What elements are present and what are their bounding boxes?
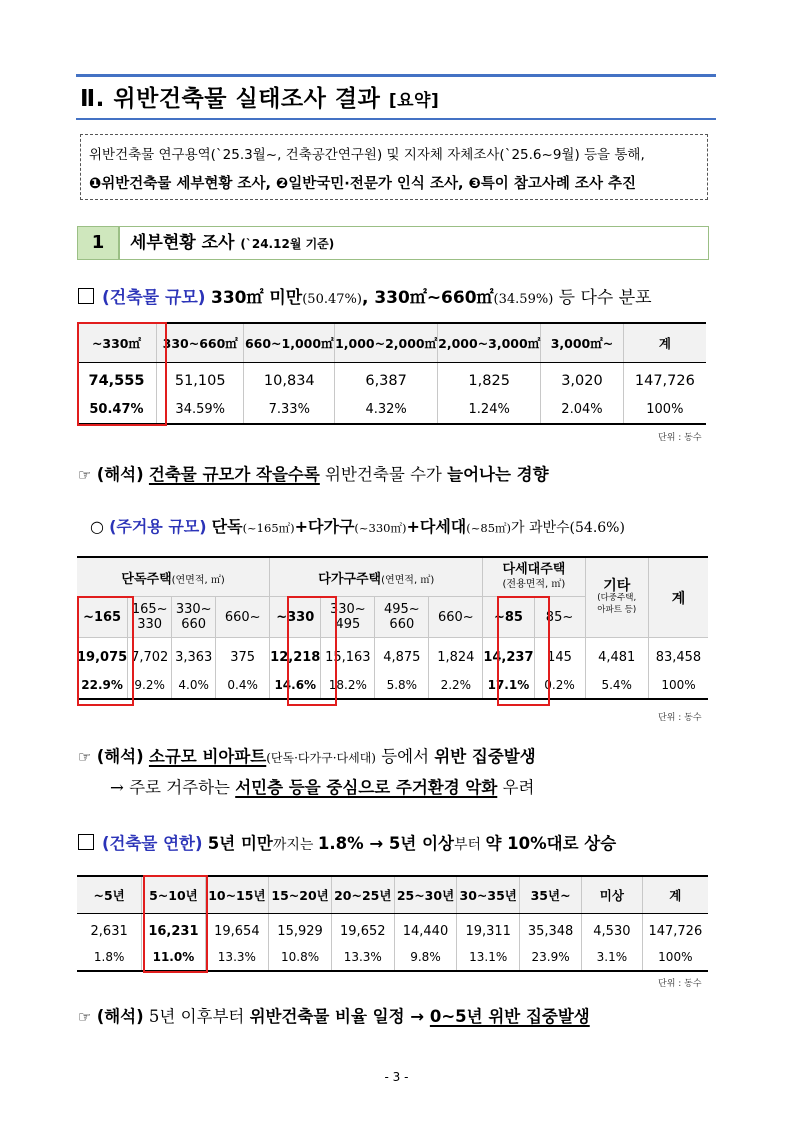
page-number: - 3 - (384, 1070, 409, 1084)
page-title-main: Ⅱ. 위반건축물 실태조사 결과 (80, 86, 381, 112)
para3-c: 1.8% → 5년 이상 (317, 834, 454, 853)
table-header-cell: ~330 (270, 597, 321, 638)
interp3-b: 위반건축물 비율 일정 → (249, 1007, 430, 1026)
table-header-cell: 660~ (429, 597, 483, 638)
table-cell: 7,702 (128, 638, 172, 673)
table-cell: 1.24% (438, 395, 541, 424)
table-header-cell: 165~ 330 (128, 597, 172, 638)
group-sub: (다중주택, 아파트 등) (597, 592, 637, 615)
table-cell: 74,555 (88, 373, 145, 389)
highlight-box (497, 596, 550, 706)
interp3-c: 0~5년 위반 집중발생 (429, 1007, 590, 1026)
group-header-detached (77, 557, 270, 597)
summary-line-2: ❶위반건축물 세부현황 조사, ❷일반국민·전문가 인식 조사, ❸특이 참고사례 조사 추진 (89, 176, 637, 192)
table-cell: 5.8% (375, 672, 429, 699)
table2-unit: 단위 : 동수 (658, 713, 702, 723)
pointing-hand-icon: ☞ (78, 748, 92, 766)
table-cell: 145 (534, 638, 585, 673)
table-cell: 13.1% (457, 944, 520, 971)
table-cell: 15,163 (321, 638, 375, 673)
table-header-cell: 30~35년 (457, 876, 520, 914)
table-cell: 1,825 (438, 363, 541, 396)
checkbox-square-icon (78, 288, 94, 304)
page-title (80, 80, 439, 113)
table-cell: 18.2% (321, 672, 375, 699)
section-title-text: 세부현황 조사 (130, 233, 235, 253)
interp3-a: 5년 이후부터 (143, 1007, 250, 1026)
para1-t1: 330㎡ 미만 (210, 288, 303, 308)
para3-e: 약 10%대로 상승 (485, 834, 617, 853)
para1-t4: (34.59%) (493, 292, 554, 307)
table-header-cell: 25~30년 (394, 876, 457, 914)
group-sub: (연면적, ㎡) (171, 574, 225, 586)
paragraph-building-size (78, 283, 652, 308)
table-cell: 19,311 (457, 914, 520, 945)
table-cell: 9.8% (394, 944, 457, 971)
table1-unit: 단위 : 동수 (658, 433, 702, 443)
interp2-arrow: → 주로 거주하는 (110, 778, 236, 797)
summary-box (80, 134, 708, 200)
table-cell: 35,348 (520, 914, 582, 945)
para2-d: (~330㎡) (354, 521, 407, 535)
group-sub: (연면적, ㎡) (381, 574, 435, 586)
para3-a: 5년 미만 (207, 834, 273, 853)
highlight-box (287, 596, 337, 706)
table-cell: 14,237 (483, 638, 534, 673)
group-header-multifamily (270, 557, 483, 597)
interp2-d: 위반 집중발생 (434, 747, 536, 766)
table-header-cell: 85~ (534, 597, 585, 638)
paragraph-residential-size (90, 514, 625, 537)
table-cell: 4.0% (172, 672, 216, 699)
para2-b: (~165㎡) (242, 521, 295, 535)
table-header-cell: 계 (623, 323, 706, 363)
interp3-tag: (해석) (96, 1007, 144, 1026)
para2-e: +다세대 (406, 517, 467, 536)
table-cell: 100% (648, 672, 708, 699)
checkbox-square-icon (78, 834, 94, 850)
table-cell: 4,875 (375, 638, 429, 673)
para3-b: 까지는 (272, 837, 318, 853)
table-cell: 7.33% (244, 395, 335, 424)
highlight-box (77, 322, 167, 426)
group-name: 다가구주택 (318, 571, 382, 587)
table-cell: 3,363 (172, 638, 216, 673)
table-cell: 100% (642, 944, 708, 971)
interp2-e: 서민층 등을 중심으로 주거환경 악화 (235, 778, 498, 797)
table-header-cell: ~165 (77, 597, 128, 638)
table-header-cell: 330~ 660 (172, 597, 216, 638)
para3-tag: (건축물 연한) (102, 834, 203, 853)
table-header-cell: 1,000~2,000㎡ (335, 323, 438, 363)
highlight-box (77, 596, 134, 706)
section-title-note: (`24.12월 기준) (240, 237, 335, 251)
table-row-percents (77, 395, 706, 424)
table-cell: 17.1% (483, 672, 534, 699)
table-cell: 4,530 (582, 914, 643, 945)
table-cell: 16,231 (142, 914, 205, 945)
table-group-header-row (77, 557, 708, 597)
table-cell: 5.4% (585, 672, 648, 699)
table-cell: 2.04% (541, 395, 624, 424)
interp2-c: 등에서 (375, 747, 435, 766)
table-header-cell: ~5년 (77, 876, 142, 914)
table-header-cell: 495~ 660 (375, 597, 429, 638)
table-cell: 2.2% (429, 672, 483, 699)
table-header-cell: 2,000~3,000㎡ (438, 323, 541, 363)
table-cell: 0.2% (534, 672, 585, 699)
table-cell: 0.4% (216, 672, 270, 699)
group-sub: (전용면적, ㎡) (502, 579, 566, 590)
group-name: 단독주택 (121, 571, 172, 587)
table-cell: 19,654 (205, 914, 269, 945)
table-cell: 22.9% (81, 678, 123, 692)
table-header-cell: 660~ (216, 597, 270, 638)
table-cell: 3.1% (582, 944, 643, 971)
table-cell: 13.3% (331, 944, 394, 971)
table-cell: 50.47% (89, 401, 144, 417)
table-header-cell: 미상 (582, 876, 643, 914)
table-cell: 10,834 (244, 363, 335, 396)
table-header-cell: 15~20년 (269, 876, 332, 914)
group-name: 다세대주택 (502, 562, 566, 577)
table-cell: 15,929 (269, 914, 332, 945)
section-title (119, 226, 709, 260)
interp2-tag: (해석) (96, 747, 144, 766)
table-header-cell: 20~25년 (331, 876, 394, 914)
para2-a: 단독 (211, 517, 243, 536)
table-cell: 4.32% (335, 395, 438, 424)
group-header-other (585, 557, 648, 638)
table-header-cell: ~85 (483, 597, 534, 638)
group-header-multiplex (483, 557, 585, 597)
circle-bullet-icon: ○ (90, 517, 104, 536)
table-header-cell: 330~660㎡ (156, 323, 244, 363)
interpretation-2-cont (110, 774, 534, 798)
table-cell: 83,458 (648, 638, 708, 673)
table-cell: 19,075 (77, 649, 128, 665)
table-header-cell: 35년~ (520, 876, 582, 914)
table-cell: 51,105 (156, 363, 244, 396)
table-header-cell: 계 (642, 876, 708, 914)
table-cell: 100% (623, 395, 706, 424)
table-row-counts (77, 638, 708, 673)
summary-line-1: 위반건축물 연구용역(`25.3월~, 건축공간연구원) 및 지자체 자체조사(`25.6~9월) 등을 통해, (89, 147, 645, 163)
table-cell: 19,652 (331, 914, 394, 945)
table-cell: 10.8% (269, 944, 332, 971)
table-building-size (77, 322, 706, 425)
interpretation-1 (78, 461, 549, 485)
table-cell: 2,631 (90, 923, 128, 939)
table-cell: 6,387 (335, 363, 438, 396)
table-header-cell: ~330㎡ (77, 323, 156, 363)
para1-t5: 등 다수 분포 (553, 288, 652, 308)
para1-tag: (건축물 규모) (102, 288, 206, 308)
group-header-total: 계 (648, 557, 708, 638)
interp1-tag: (해석) (96, 465, 144, 484)
para2-g: 가 과반수(54.6%) (511, 520, 625, 536)
table-cell: 3,020 (541, 363, 624, 396)
table-cell: 14,440 (394, 914, 457, 945)
table3-unit: 단위 : 동수 (658, 979, 702, 989)
para2-c: +다가구 (294, 517, 355, 536)
interpretation-3 (78, 1003, 590, 1027)
interpretation-2 (78, 743, 536, 767)
para2-f: (~85㎡) (466, 521, 511, 535)
interp1-c: 늘어나는 경향 (447, 465, 549, 484)
table-residential-size (77, 556, 708, 700)
table-row-percents (77, 672, 708, 699)
table-cell: 14.6% (270, 672, 321, 699)
para2-tag: (주거용 규모) (109, 517, 207, 536)
table-cell: 147,726 (642, 914, 708, 945)
section-number: 1 (77, 226, 119, 260)
table-header-cell: 330~ 495 (321, 597, 375, 638)
table-cell: 34.59% (156, 395, 244, 424)
group-name: 기타 (603, 577, 631, 594)
para1-t3: , 330㎡~660㎡ (361, 288, 494, 308)
interp2-b: (단독·다가구·다세대) (266, 751, 376, 765)
table-row-counts (77, 363, 706, 396)
title-rule-bottom (76, 118, 716, 120)
table-header-row (77, 323, 706, 363)
interp2-f: 우려 (497, 778, 535, 797)
pointing-hand-icon: ☞ (78, 1008, 92, 1026)
table-cell: 13.3% (205, 944, 269, 971)
page-title-sub: [요약] (388, 91, 440, 111)
table-cell: 1,824 (429, 638, 483, 673)
table-header-cell: 10~15년 (205, 876, 269, 914)
interp2-a: 소규모 비아파트 (148, 747, 267, 766)
table-cell: 4,481 (585, 638, 648, 673)
table-cell: 1.8% (93, 950, 125, 964)
table-cell: 147,726 (623, 363, 706, 396)
para3-d: 부터 (453, 837, 486, 853)
highlight-box (143, 875, 208, 973)
title-rule-top (76, 74, 716, 77)
table-cell: 23.9% (520, 944, 582, 971)
para1-t2: (50.47%) (302, 292, 362, 307)
table-header-cell: 3,000㎡~ (541, 323, 624, 363)
table-cell: 12,218 (270, 638, 321, 673)
table-cell: 375 (216, 638, 270, 673)
interp1-b: 위반건축물 수가 (319, 465, 448, 484)
table-cell: 11.0% (142, 944, 205, 971)
table-cell: 9.2% (128, 672, 172, 699)
interp1-a: 건축물 규모가 작을수록 (148, 465, 320, 484)
paragraph-building-age (78, 830, 616, 854)
table-header-cell: 660~1,000㎡ (244, 323, 335, 363)
table-header-cell: 5~10년 (142, 876, 205, 914)
pointing-hand-icon: ☞ (78, 466, 92, 484)
